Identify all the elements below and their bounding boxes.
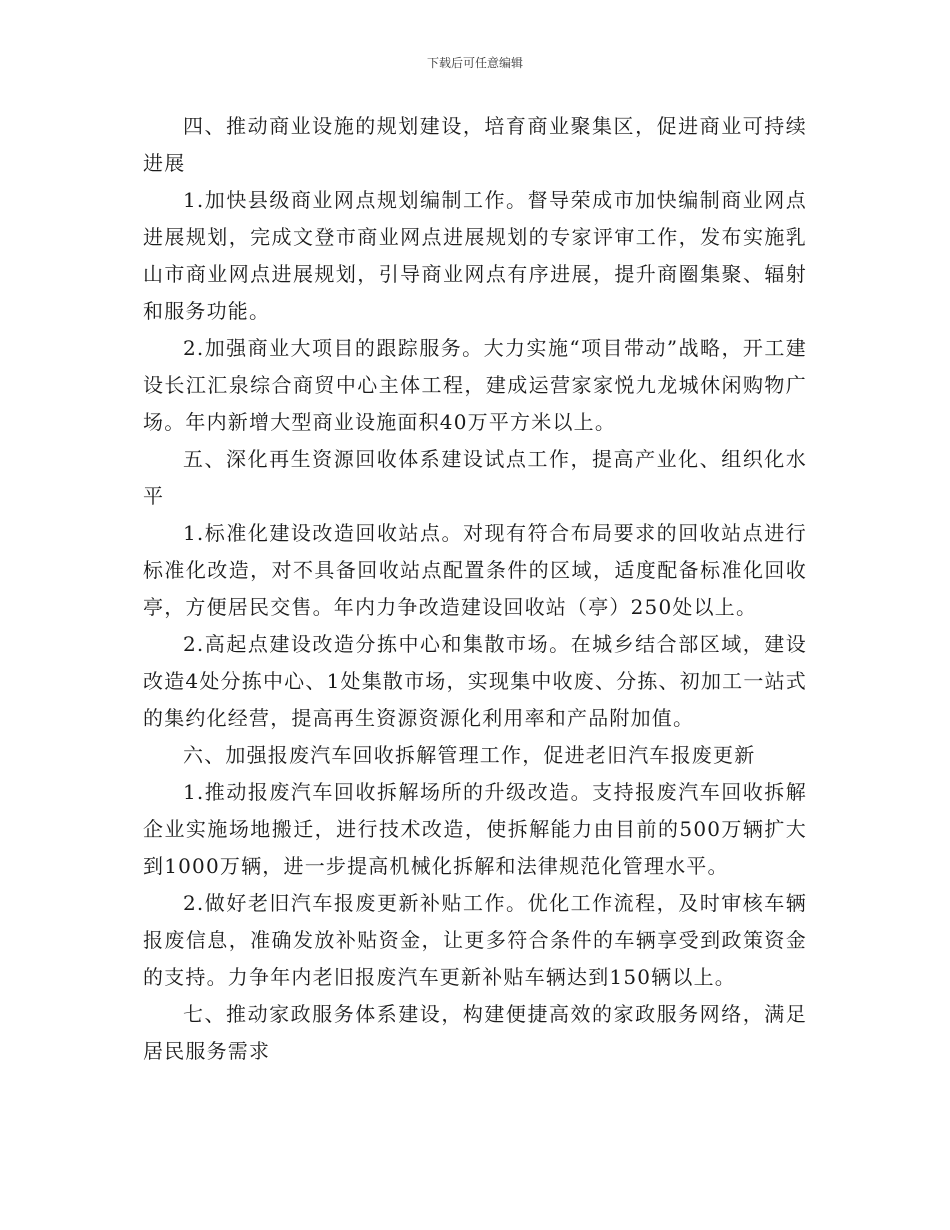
document-body (143, 108, 807, 1070)
paragraph: 2.高起点建设改造分拣中心和集散市场。在城乡结合部区域，建设改造4处分拣中心、1处集散市场，实现集中收废、分拣、初加工一站式的集约化经营，提高再生资源资源化利用率和产品附加值。 (143, 632, 807, 730)
paragraph: 2.做好老旧汽车报废更新补贴工作。优化工作流程，及时审核车辆报废信息，准确发放补贴资金，让更多符合条件的车辆享受到政策资金的支持。力争年内老旧报废汽车更新补贴车辆达到150辆以上。 (143, 891, 807, 989)
paragraph: 1.推动报废汽车回收拆解场所的升级改造。支持报废汽车回收拆解企业实施场地搬迁，进行技术改造，使拆解能力由目前的500万辆扩大到1000万辆，进一步提高机械化拆解和法律规范化管理水平。 (143, 780, 807, 878)
paragraph: 1.加快县级商业网点规划编制工作。督导荣成市加快编制商业网点进展规划，完成文登市商业网点进展规划的专家评审工作，发布实施乳山市商业网点进展规划，引导商业网点有序进展，提升商圈集聚、辐射和服务功能。 (143, 188, 807, 323)
section-heading-4: 四、推动商业设施的规划建设，培育商业聚集区，促进商业可持续进展 (143, 114, 807, 175)
section-heading-6: 六、加强报废汽车回收拆解管理工作，促进老旧汽车报废更新 (183, 743, 756, 767)
paragraph: 1.标准化建设改造回收站点。对现有符合布局要求的回收站点进行标准化改造，对不具备回收站点配置条件的区域，适度配备标准化回收亭，方便居民交售。年内力争改造建设回收站（亭）250处以上。 (143, 521, 807, 619)
section-heading-7: 七、推动家政服务体系建设，构建便捷高效的家政服务网络，满足居民服务需求 (143, 1002, 807, 1063)
section-heading-5: 五、深化再生资源回收体系建设试点工作，提高产业化、组织化水平 (143, 447, 807, 508)
paragraph: 2.加强商业大项目的跟踪服务。大力实施“项目带动”战略，开工建设长江汇泉综合商贸中心主体工程，建成运营家家悦九龙城休闲购物广场。年内新增大型商业设施面积40万平方米以上。 (143, 336, 807, 434)
page-header: 下载后可任意编辑 (426, 56, 523, 70)
